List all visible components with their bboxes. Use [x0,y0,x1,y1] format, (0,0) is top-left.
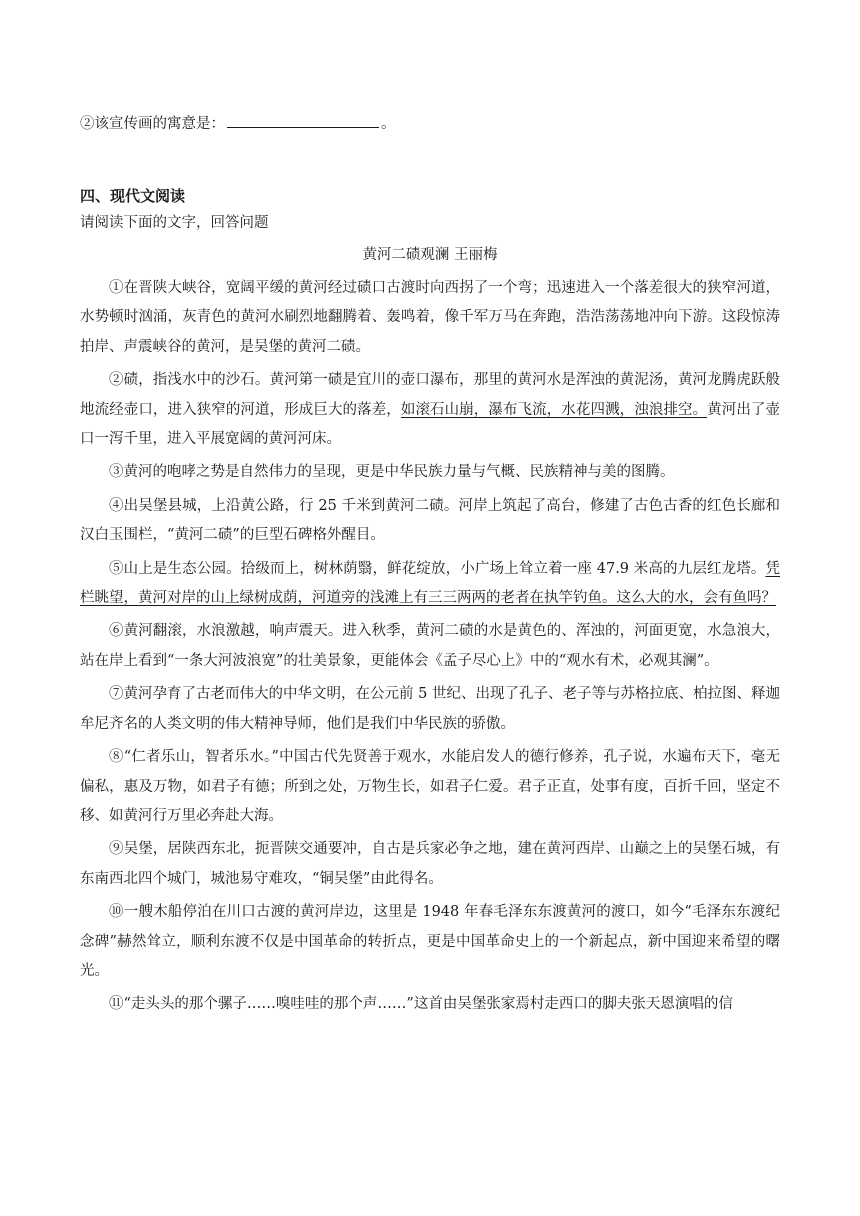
paragraph-11: ⑪“走头头的那个骡子……嗅哇哇的那个声……”这首由吴堡张家焉村走西口的脚夫张天恩演唱的信 [109,996,733,1013]
paragraph-2-text-b: 黄河出了壶口一泻千里，进入平展宽阔的黄河河床。 [80,401,781,448]
paragraph-5 [80,555,780,614]
question-line [80,112,396,136]
paragraph-5-text-a: ⑤山上是生态公园。拾级而上，树林荫翳，鲜花绽放，小广场上耸立着一座 47.9 米高的九层红龙塔。 [109,560,766,577]
section-title: 四、现代文阅读 [80,187,186,205]
question-suffix: 。 [381,116,396,132]
article-body [80,274,780,1024]
paragraph-8: ⑧“仁者乐山，智者乐水。”中国古代先贤善于观水，水能启发人的德行修养，孔子说，水遍布天下，毫无偏私，惠及万物，如君子有德；所到之处，万物生长，如君子仁爱。君子正直，处事有度，百折千回，坚定不移、如黄河行万里必奔赴大海。 [80,749,780,824]
paragraph-9: ⑨吴堡，居陕西东北，扼晋陕交通要冲，自古是兵家必争之地，建在黄河西岸、山巅之上的吴堡石城，有东南西北四个城门，城池易守难攻，“铜吴堡”由此得名。 [80,841,780,887]
paragraph-3: ③黄河的咆哮之势是自然伟力的呈现，更是中华民族力量与气概、民族精神与美的图腾。 [109,464,675,481]
paragraph-5-underlined: 凭栏眺望，黄河对岸的山上绿树成荫，河道旁的浅滩上有三三两两的老者在执竿钓鱼。这么大的水，会有鱼吗？ [80,560,780,607]
paragraph-2 [80,366,780,454]
article-title: 黄河二碛观澜 王丽梅 [362,247,498,263]
paragraph-2-text-a: ②碛，指浅水中的沙石。黄河第一碛是宜川的壶口瀑布，那里的黄河水是浑浊的黄泥汤，黄河龙腾虎跃般地流经壶口，进入狭窄的河道，形成巨大的落差， [80,372,780,418]
paragraph-4: ④出吴堡县城，上沿黄公路，行 25 千米到黄河二碛。河岸上筑起了高台，修建了古色古香的红色长廊和汉白玉围栏，“黄河二碛”的巨型石碑格外醒目。 [80,497,780,544]
section-instruction: 请阅读下面的文字，回答问题 [80,215,269,231]
question-prefix: ②该宣传画的寓意是： [80,116,225,132]
paragraph-1: ①在晋陕大峡谷，宽阔平缓的黄河经过碛口古渡时向西拐了一个弯；迅速进入一个落差很大的狭窄河道，水势顿时汹涌，灰青色的黄河水刷烈地翻腾着、轰鸣着，像千军万马在奔跑，浩浩荡荡地冲向下游。这段惊涛拍岸、声震峡谷的黄河，是吴堡的黄河二碛。 [80,280,780,355]
paragraph-7: ⑦黄河孕育了古老而伟大的中华文明，在公元前 5 世纪、出现了孔子、老子等与苏格拉底、柏拉图、释迦牟尼齐名的人类文明的伟大精神导师，他们是我们中华民族的骄傲。 [80,686,780,732]
paragraph-6: ⑥黄河翻滚，水浪激越，响声震天。进入秋季，黄河二碛的水是黄色的、浑浊的，河面更宽，水急浪大，站在岸上看到“一条大河波浪宽”的壮美景象，更能体会《孟子尽心上》中的“观水有术，必观其澜”。 [80,623,780,669]
answer-blank[interactable] [227,113,379,128]
paragraph-2-underlined: 如滚石山崩，瀑布飞流，水花四溅，浊浪排空。 [400,401,708,418]
paragraph-10: ⑩一艘木船停泊在川口古渡的黄河岸边，这里是 1948 年春毛泽东东渡黄河的渡口，如今“毛泽东东渡纪念碑”赫然耸立，顺利东渡不仅是中国革命的转折点，更是中国革命史上的一个新起点，新中国迎来希望的曙光。 [80,904,780,979]
